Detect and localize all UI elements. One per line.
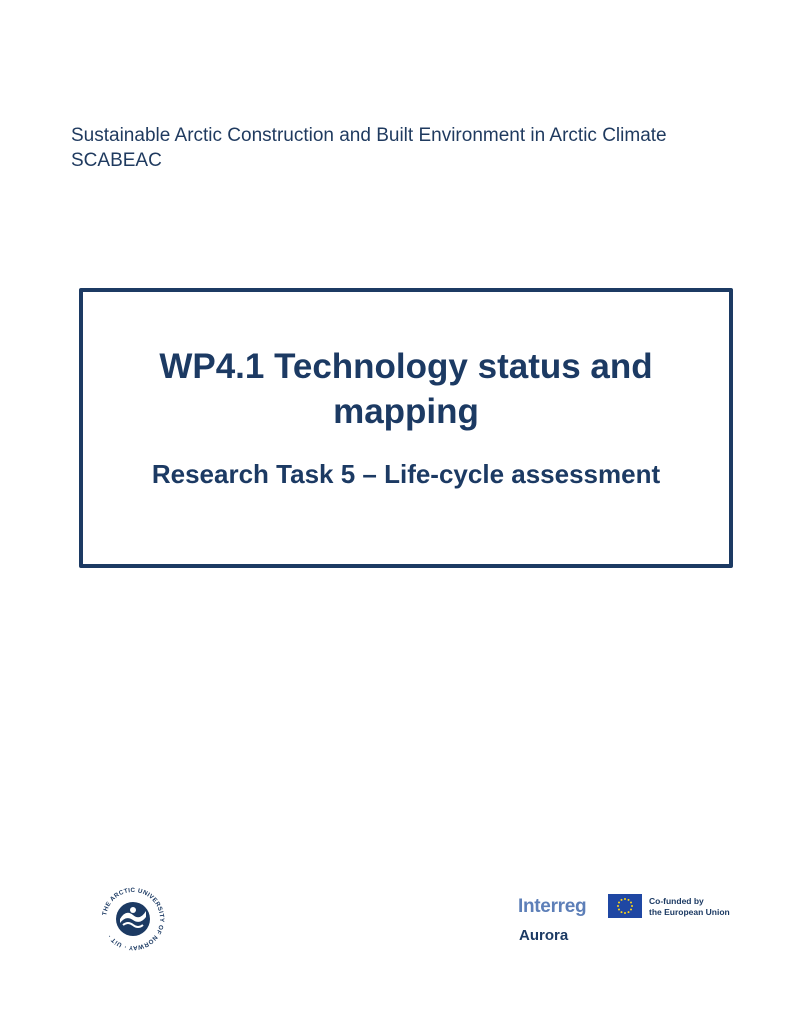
eu-flag-icon: [608, 894, 642, 918]
uit-ring-text: THE ARCTIC UNIVERSITY OF NORWAY · UiT ·: [101, 886, 166, 952]
title-box: [79, 288, 733, 568]
project-header: [71, 123, 771, 173]
project-name: Sustainable Arctic Construction and Built Environment in Arctic Climate: [71, 125, 667, 146]
aurora-program-label: Aurora: [519, 927, 569, 944]
subtitle: Research Task 5 – Life-cycle assessment: [151, 459, 661, 489]
uit-seal-icon: [99, 885, 167, 953]
cofunded-line-2: the European Union: [649, 907, 730, 917]
interreg-logo: [516, 893, 736, 948]
main-title: WP4.1 Technology status and mapping: [159, 347, 653, 431]
cofunded-line-1: Co-funded by: [649, 896, 704, 906]
interreg-wordmark: Interreg: [518, 896, 587, 917]
cofunded-text: [649, 896, 730, 918]
project-acronym: SCABEAC: [71, 150, 162, 171]
